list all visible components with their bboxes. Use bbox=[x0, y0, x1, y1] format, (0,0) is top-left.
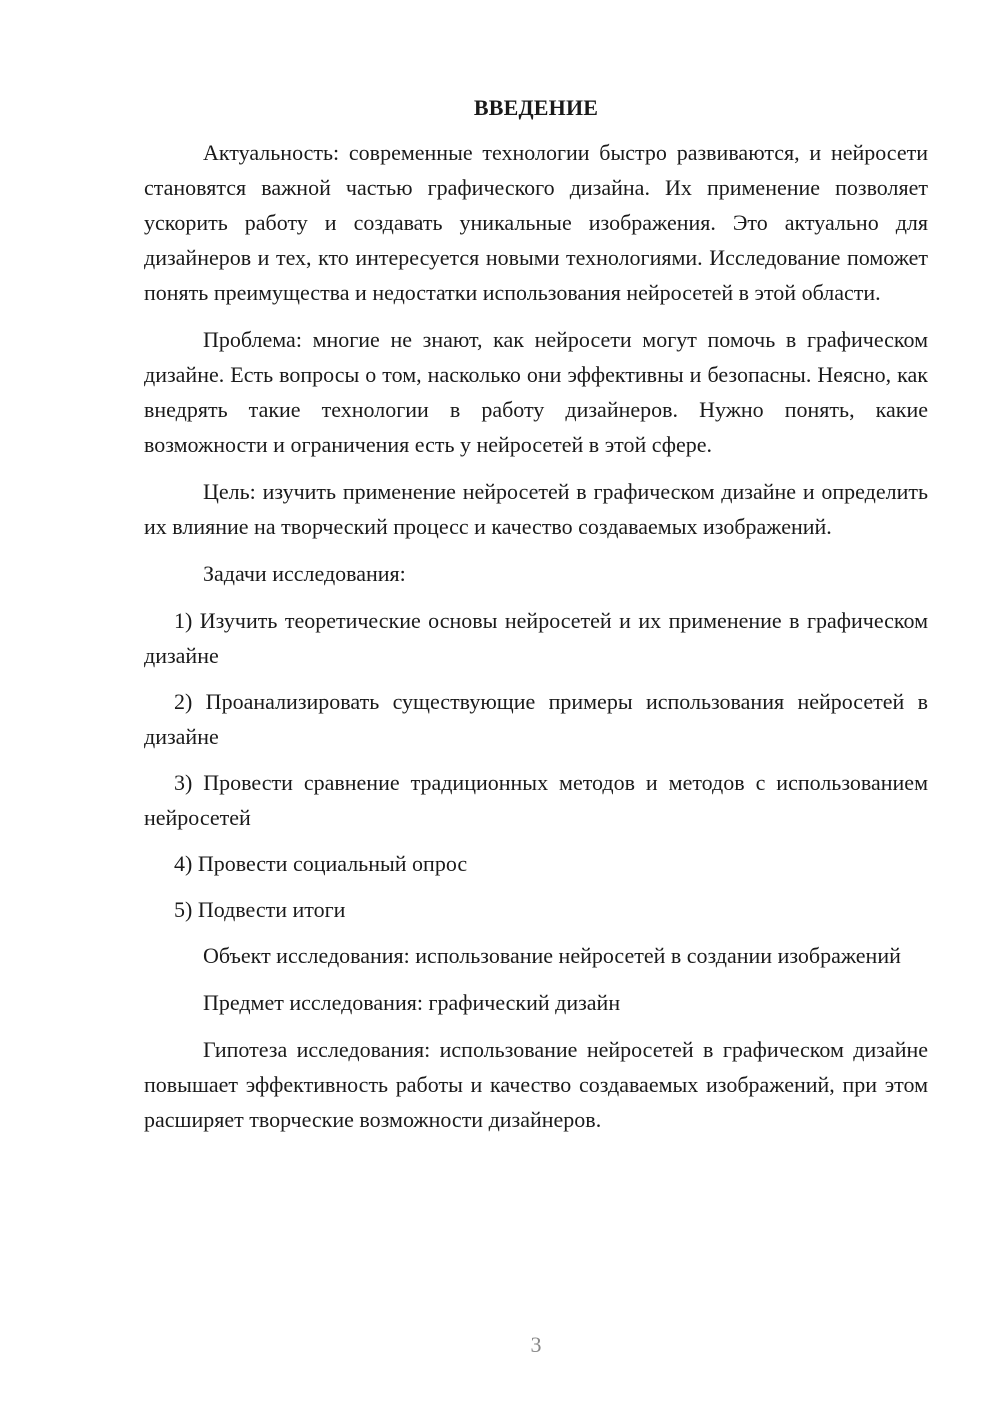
task-item: 5) Подвести итоги bbox=[174, 897, 346, 922]
object-paragraph: Объект исследования: использование нейросетей в создании изображений bbox=[203, 943, 901, 968]
relevance-paragraph: Актуальность: современные технологии быстро развиваются, и нейросети становятся важной частью графического дизайна. Их применение позволяет ускорить работу и создавать уникальные изображения. Это актуально для дизайнеров и тех, кто интересуется новыми технологиями. Исследование поможет понять преимущества и недостатки использования нейросетей в этой области. bbox=[144, 140, 928, 305]
document-page bbox=[144, 90, 928, 1149]
page-number: 3 bbox=[530, 1332, 542, 1357]
task-item: 4) Провести социальный опрос bbox=[174, 851, 468, 876]
hypothesis-paragraph: Гипотеза исследования: использование нейросетей в графическом дизайне повышает эффективность работы и качество создаваемых изображений, при этом расширяет творческие возможности дизайнеров. bbox=[144, 1037, 928, 1132]
section-heading: ВВЕДЕНИЕ bbox=[473, 95, 599, 120]
task-item: 3) Провести сравнение традиционных методов и методов с использованием нейросетей bbox=[144, 770, 928, 830]
problem-paragraph: Проблема: многие не знают, как нейросети могут помочь в графическом дизайне. Есть вопросы о том, насколько они эффективны и безопасны. Неясно, как внедрять такие технологии в работу дизайнеров. Нужно понять, какие возможности и ограничения есть у нейросетей в этой сфере. bbox=[144, 327, 928, 457]
subject-paragraph: Предмет исследования: графический дизайн bbox=[203, 990, 621, 1015]
goal-paragraph: Цель: изучить применение нейросетей в графическом дизайне и определить их влияние на творческий процесс и качество создаваемых изображений. bbox=[144, 479, 928, 539]
task-item: 2) Проанализировать существующие примеры использования нейросетей в дизайне bbox=[144, 689, 928, 749]
tasks-heading: Задачи исследования: bbox=[203, 561, 406, 586]
task-item: 1) Изучить теоретические основы нейросетей и их применение в графическом дизайне bbox=[144, 608, 928, 668]
